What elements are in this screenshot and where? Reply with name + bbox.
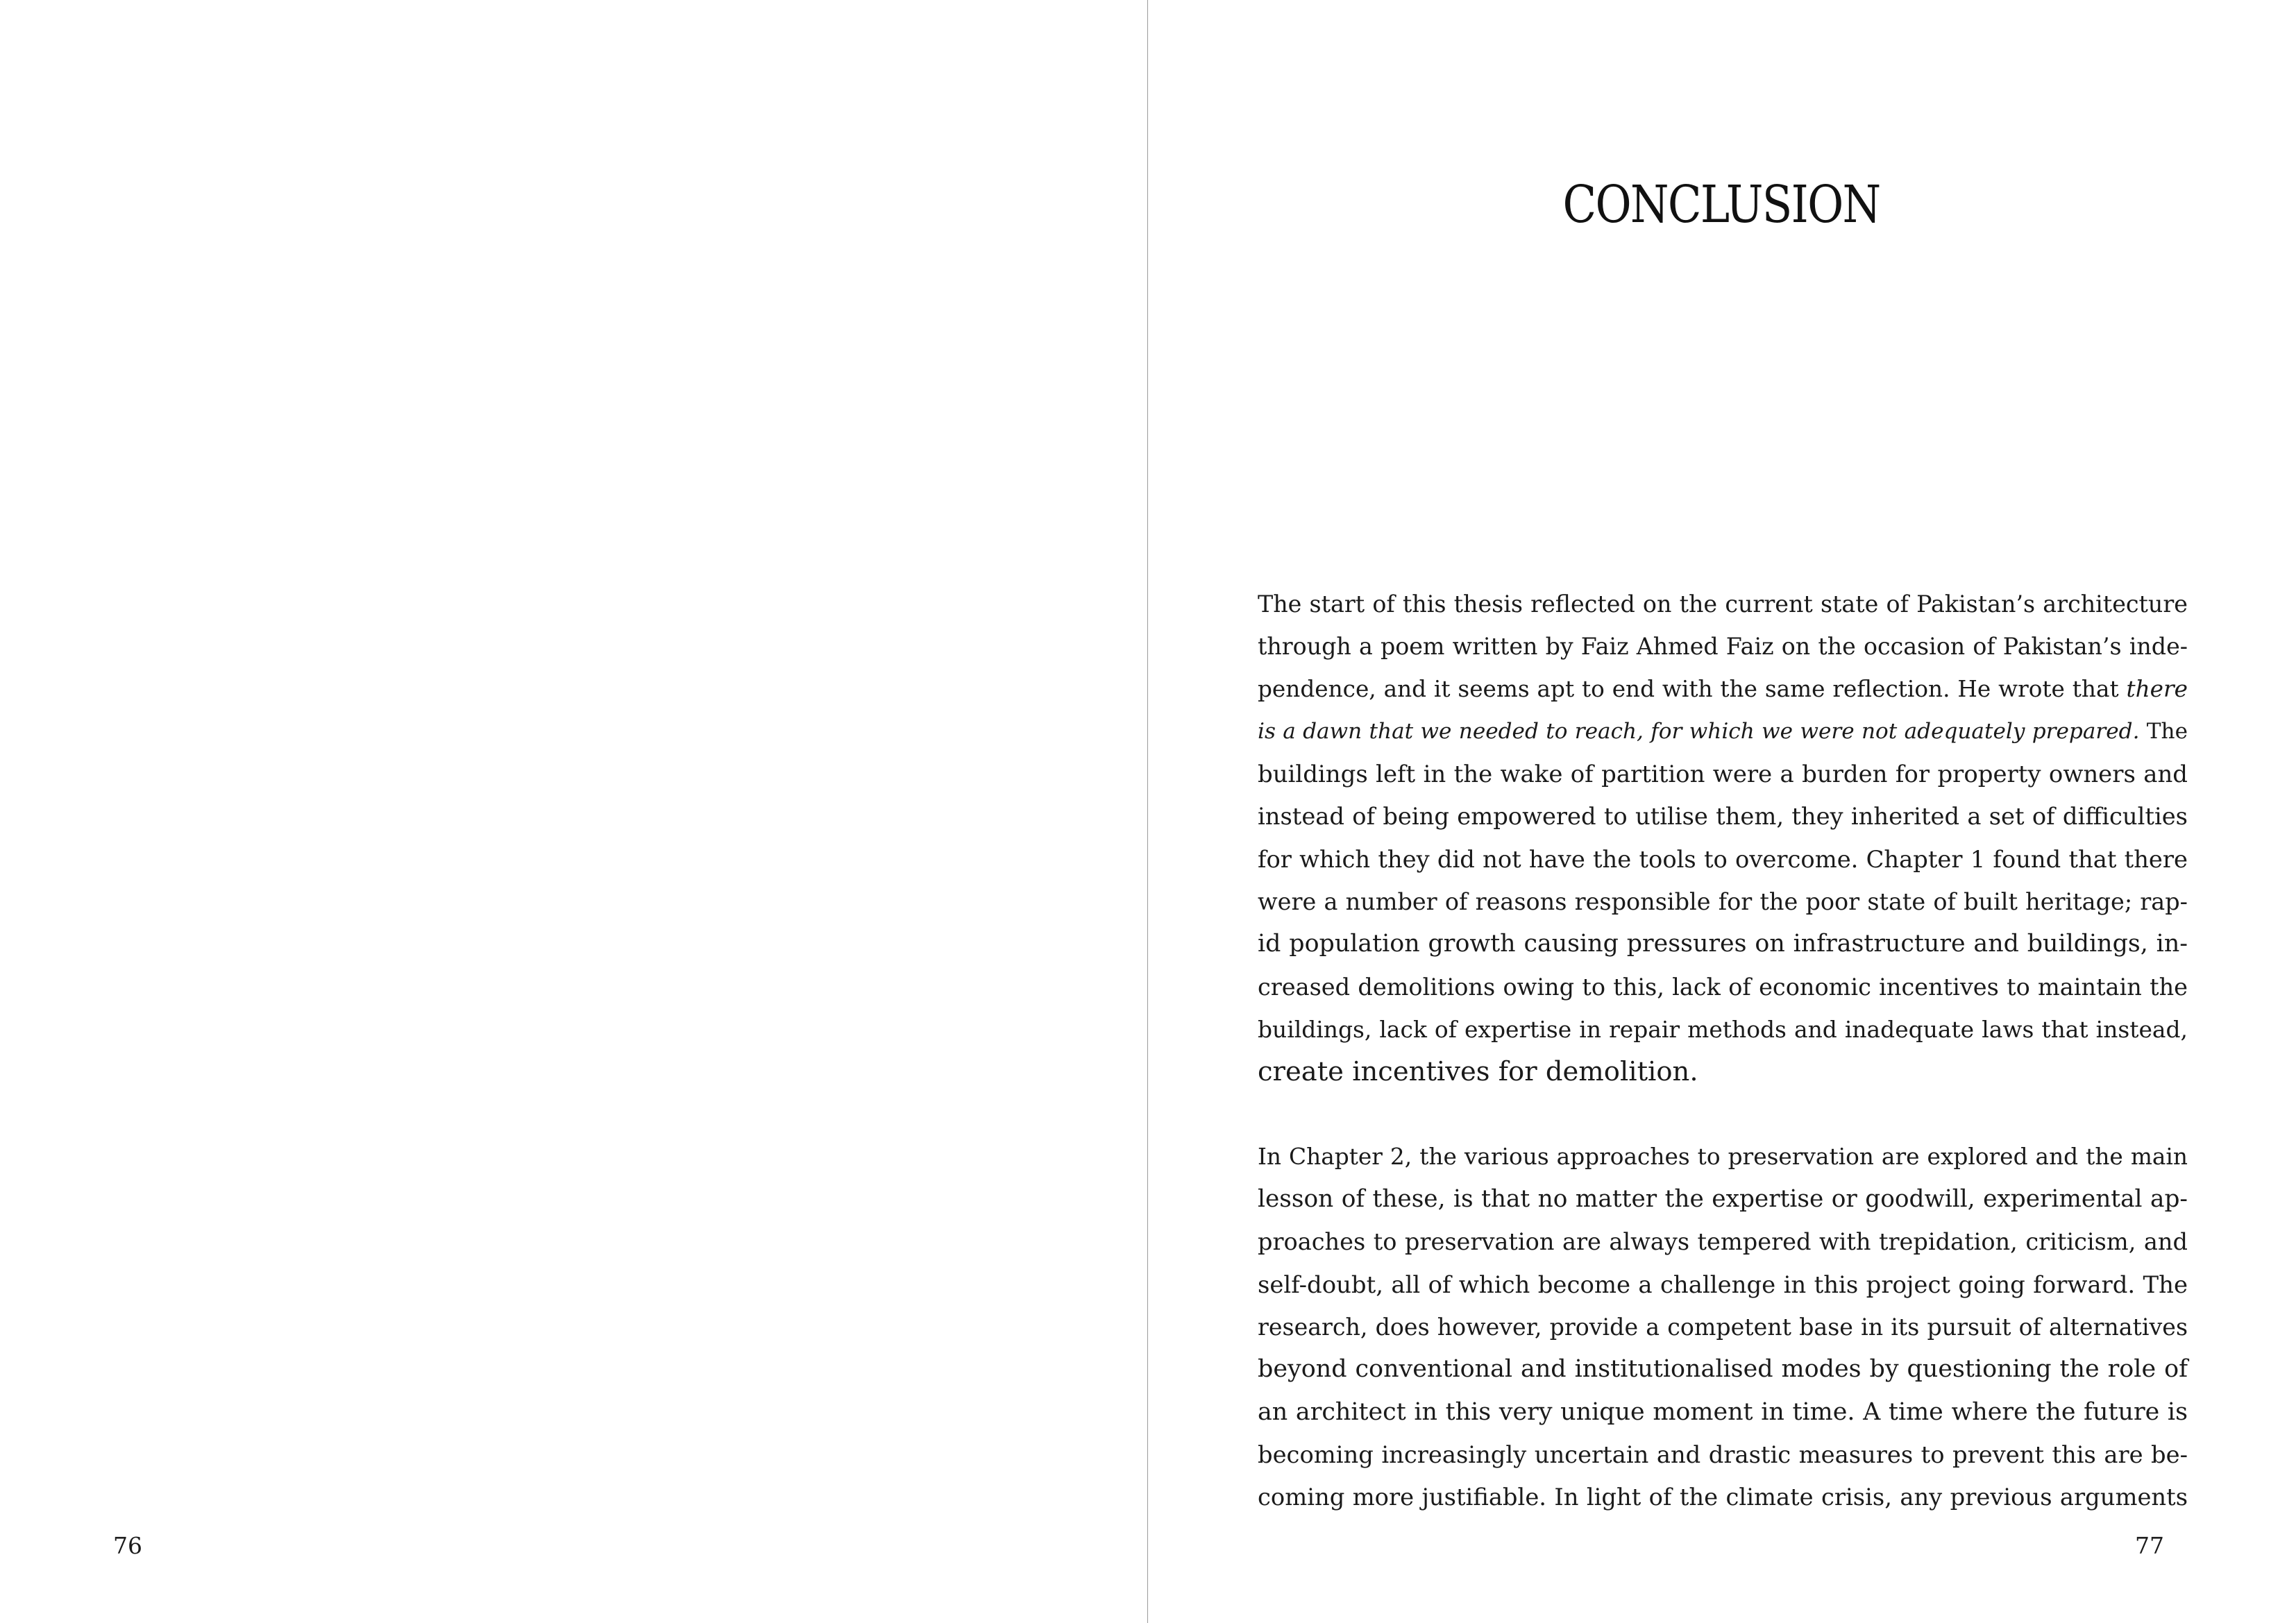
text-line [1258, 711, 2188, 753]
text-line: were a number of reasons responsible for the poor state of built heritage; rap- [1258, 888, 2188, 916]
text-line: buildings left in the wake of partition were a burden for property owners and [1258, 760, 2188, 788]
text-line: lesson of these, is that no matter the expertise or goodwill, experimental ap- [1258, 1185, 2188, 1214]
text-line: create incentives for demolition. [1258, 1056, 1698, 1088]
text-line: coming more justifiable. In light of the climate crisis, any previous arguments [1258, 1484, 2188, 1511]
text-line: for which they did not have the tools to overcome. Chapter 1 found that there [1258, 845, 2188, 873]
text-line: research, does however, provide a competent base in its pursuit of alternatives [1258, 1314, 2188, 1341]
text-line: id population growth causing pressures on infrastructure and buildings, in- [1258, 930, 2188, 958]
text-line: proaches to preservation are always tempered with trepidation, criticism, and [1258, 1228, 2188, 1256]
text-segment: The [2146, 718, 2188, 744]
text-line: The start of this thesis reflected on the current state of Pakistan’s architecture [1258, 590, 2188, 618]
text-line: buildings, lack of expertise in repair methods and inadequate laws that instead, [1258, 1015, 2188, 1043]
page-number-left: 76 [113, 1532, 142, 1559]
paragraph-gap [1258, 1094, 2188, 1136]
text-line: instead of being empowered to utilise them, they inherited a set of difficulties [1258, 803, 2188, 831]
text-line: through a poem written by Faiz Ahmed Faiz on the occasion of Pakistan’s inde- [1258, 633, 2188, 661]
text-line: self-doubt, all of which become a challenge in this project going forward. The [1258, 1271, 2188, 1298]
chapter-title: CONCLUSION [1562, 175, 1880, 235]
italic-text: is a dawn that we needed to reach, for which we were not adequately prepared. [1258, 718, 2140, 744]
body-text [1258, 583, 2188, 1519]
page-number-right: 77 [2135, 1532, 2164, 1559]
italic-text: there [2126, 675, 2188, 702]
text-line [1258, 668, 2188, 711]
text-line: creased demolitions owing to this, lack of economic incentives to maintain the [1258, 973, 2188, 1001]
paragraph-2 [1258, 1136, 2188, 1519]
text-line: an architect in this very unique moment in time. A time where the future is [1258, 1397, 2188, 1426]
text-segment: pendence, and it seems apt to end with the same reflection. He wrote that [1258, 675, 2119, 702]
text-line: becoming increasingly uncertain and drastic measures to prevent this are be- [1258, 1441, 2188, 1468]
paragraph-1 [1258, 583, 2188, 1094]
text-line: beyond conventional and institutionalised modes by questioning the role of [1258, 1355, 2188, 1384]
text-line: In Chapter 2, the various approaches to preservation are explored and the main [1258, 1143, 2188, 1170]
